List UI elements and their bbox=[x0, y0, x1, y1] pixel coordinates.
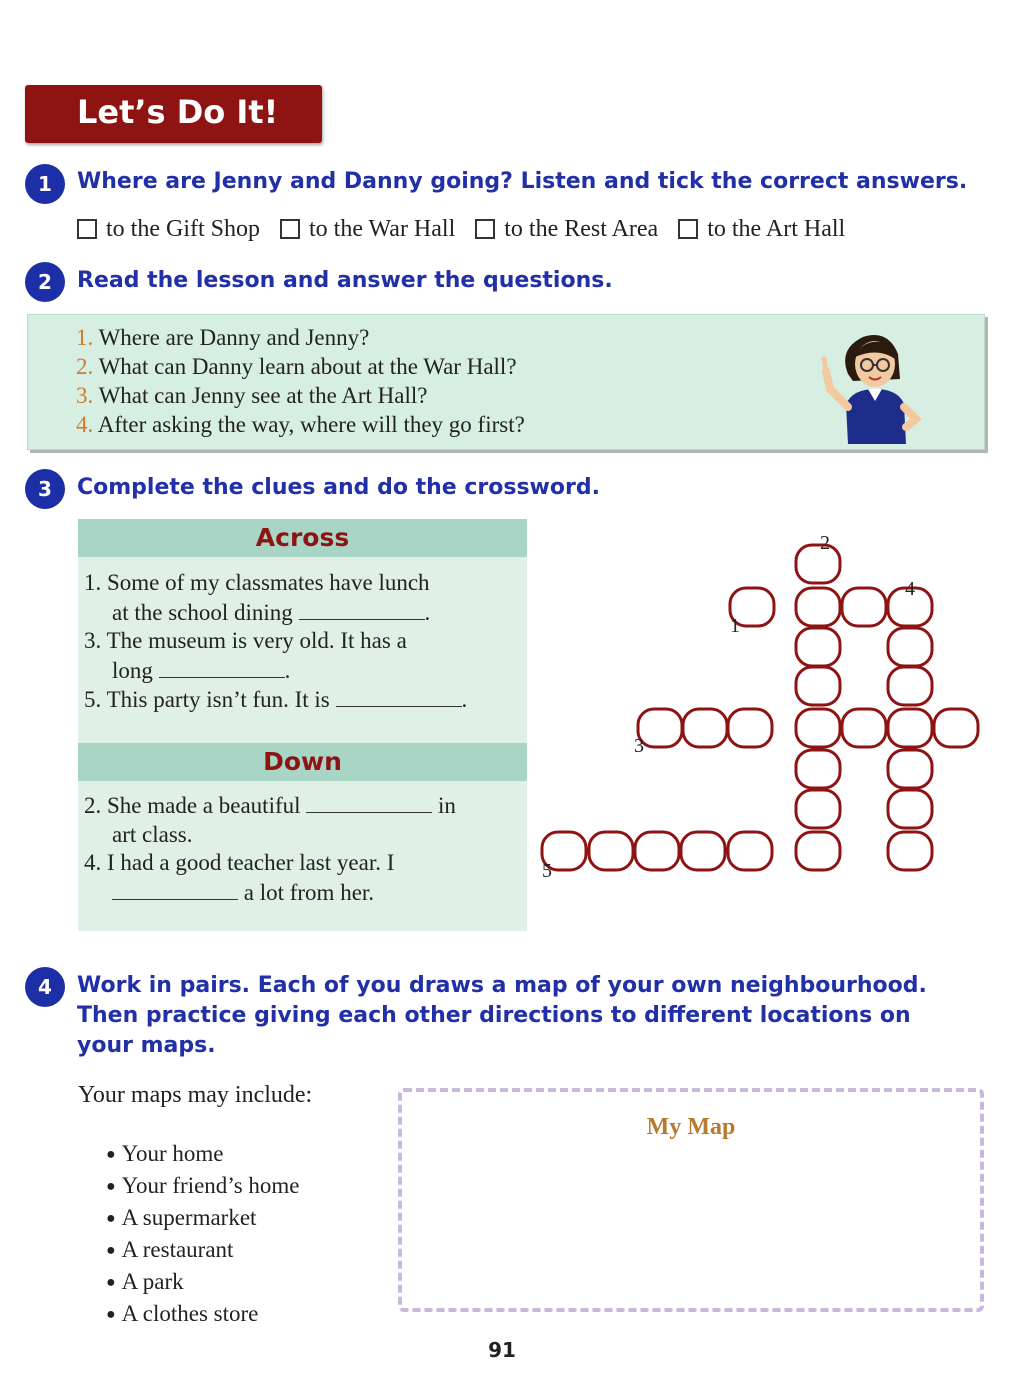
crossword-cell[interactable] bbox=[635, 832, 679, 870]
my-map-title: My Map bbox=[646, 1114, 736, 1140]
clue-down-2: 2. She made a beautiful in art class. bbox=[84, 790, 456, 849]
down-header: Down bbox=[78, 743, 527, 781]
checkbox[interactable] bbox=[280, 219, 300, 239]
across-header: Across bbox=[78, 519, 527, 557]
checkbox[interactable] bbox=[475, 219, 495, 239]
crossword-cell[interactable] bbox=[728, 832, 772, 870]
crossword-cell[interactable] bbox=[888, 790, 932, 828]
crossword-cell[interactable] bbox=[796, 667, 840, 705]
answer-blank[interactable] bbox=[306, 790, 432, 813]
answer-blank[interactable] bbox=[159, 655, 285, 678]
crossword-cell[interactable] bbox=[589, 832, 633, 870]
crossword-cell[interactable] bbox=[638, 709, 682, 747]
crossword-cell[interactable] bbox=[888, 750, 932, 788]
list-item: ● A park bbox=[106, 1267, 300, 1299]
crossword-cell[interactable] bbox=[796, 628, 840, 666]
section-3-number: 3 bbox=[25, 469, 65, 509]
map-items-list bbox=[106, 1139, 300, 1331]
crossword-cell[interactable] bbox=[796, 545, 840, 583]
tick-options bbox=[77, 212, 997, 246]
crossword-cell[interactable] bbox=[681, 832, 725, 870]
option-rest-area[interactable]: to the Rest Area bbox=[475, 212, 658, 246]
crossword-cell[interactable] bbox=[796, 832, 840, 870]
list-item: ● A clothes store bbox=[106, 1299, 300, 1331]
section-2-number: 2 bbox=[25, 262, 65, 302]
crossword-cell[interactable] bbox=[888, 832, 932, 870]
section-2-instruction: Read the lesson and answer the questions. bbox=[77, 268, 613, 293]
list-item: ● Your home bbox=[106, 1139, 300, 1171]
section-3-instruction: Complete the clues and do the crossword. bbox=[77, 475, 600, 500]
question-item: 2. What can Danny learn about at the War Hall? bbox=[76, 354, 517, 379]
maps-include-label: Your maps may include: bbox=[78, 1082, 313, 1108]
question-list bbox=[76, 323, 525, 439]
section-4-number: 4 bbox=[25, 967, 65, 1007]
clues-panel bbox=[78, 519, 527, 931]
crossword-cell[interactable] bbox=[842, 588, 886, 626]
crossword-number-1: 1 bbox=[730, 615, 740, 637]
banner-title: Let’s Do It! bbox=[77, 93, 279, 131]
crossword-cell[interactable] bbox=[842, 709, 886, 747]
lets-do-it-banner bbox=[25, 85, 322, 143]
clue-across-1: 1. Some of my classmates have lunch at the school dining . bbox=[84, 570, 431, 625]
crossword-cell[interactable] bbox=[888, 709, 932, 747]
crossword-cell[interactable] bbox=[683, 709, 727, 747]
crossword-number-2: 2 bbox=[820, 532, 830, 554]
teacher-illustration-icon bbox=[818, 319, 928, 444]
checkbox[interactable] bbox=[678, 219, 698, 239]
crossword-number-5: 5 bbox=[542, 860, 552, 882]
crossword-cell[interactable] bbox=[728, 709, 772, 747]
section-1-instruction: Where are Jenny and Danny going? Listen and tick the correct answers. bbox=[77, 169, 968, 194]
answer-blank[interactable] bbox=[112, 877, 238, 900]
crossword-cell[interactable] bbox=[888, 628, 932, 666]
checkbox[interactable] bbox=[77, 219, 97, 239]
question-item: 4. After asking the way, where will they go first? bbox=[76, 412, 525, 437]
question-item: 1. Where are Danny and Jenny? bbox=[76, 325, 370, 350]
question-item: 3. What can Jenny see at the Art Hall? bbox=[76, 383, 428, 408]
crossword-cell[interactable] bbox=[796, 750, 840, 788]
page-number: 91 bbox=[488, 1338, 516, 1362]
crossword-number-4: 4 bbox=[905, 578, 915, 600]
crossword-cell[interactable] bbox=[796, 790, 840, 828]
list-item: ● Your friend’s home bbox=[106, 1171, 300, 1203]
crossword-cell[interactable] bbox=[934, 709, 978, 747]
crossword-number-3: 3 bbox=[634, 735, 644, 757]
crossword-grid bbox=[540, 520, 980, 900]
crossword-cell[interactable] bbox=[796, 588, 840, 626]
list-item: ● A restaurant bbox=[106, 1235, 300, 1267]
section-1-number: 1 bbox=[25, 164, 65, 204]
option-art-hall[interactable]: to the Art Hall bbox=[678, 212, 845, 246]
answer-blank[interactable] bbox=[336, 684, 462, 707]
clue-down-4: 4. I had a good teacher last year. I a lot from her. bbox=[84, 850, 395, 905]
my-map-drawing-area[interactable] bbox=[398, 1088, 984, 1312]
crossword-cell[interactable] bbox=[796, 709, 840, 747]
option-gift-shop[interactable]: to the Gift Shop bbox=[77, 212, 260, 246]
clue-across-5: 5. This party isn’t fun. It is . bbox=[84, 684, 467, 714]
questions-panel bbox=[27, 314, 985, 450]
list-item: ● A supermarket bbox=[106, 1203, 300, 1235]
section-4-instruction: Work in pairs. Each of you draws a map of your own neighbourhood. Then practice giving each other directions to different locations on your maps. bbox=[77, 973, 927, 1058]
option-war-hall[interactable]: to the War Hall bbox=[280, 212, 455, 246]
answer-blank[interactable] bbox=[299, 597, 425, 620]
crossword-cell[interactable] bbox=[888, 667, 932, 705]
clue-across-3: 3. The museum is very old. It has a long . bbox=[84, 628, 407, 683]
